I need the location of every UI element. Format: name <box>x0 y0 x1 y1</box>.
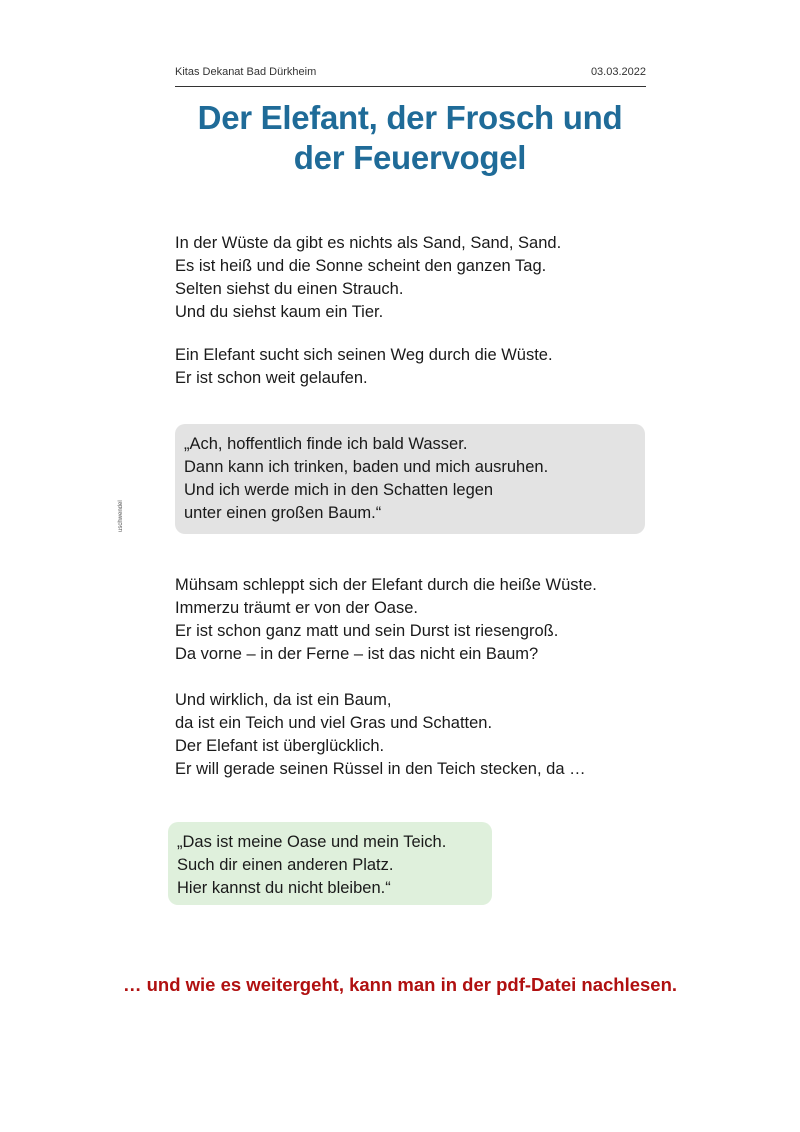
text-line: Der Elefant ist überglücklich. <box>175 737 385 755</box>
frog-quote-box <box>168 822 492 905</box>
text-line: Selten siehst du einen Strauch. <box>175 280 404 298</box>
quote-line: Dann kann ich trinken, baden und mich ausruhen. <box>184 458 549 476</box>
paragraph-desert <box>175 232 561 324</box>
text-line: Er ist schon ganz matt und sein Durst ist riesengroß. <box>175 622 559 640</box>
author-sidenote: uschwendel <box>118 500 124 532</box>
paragraph-elephant-thirst <box>175 574 597 666</box>
paragraph-oasis <box>175 689 586 781</box>
quote-line: „Ach, hoffentlich finde ich bald Wasser. <box>184 435 468 453</box>
elephant-quote-box <box>175 424 645 534</box>
header-organization: Kitas Dekanat Bad Dürkheim <box>175 66 317 78</box>
text-line: da ist ein Teich und viel Gras und Schatten. <box>175 714 493 732</box>
quote-line: „Das ist meine Oase und mein Teich. <box>177 833 447 851</box>
text-line: Er ist schon weit gelaufen. <box>175 369 368 387</box>
document-header <box>175 64 646 87</box>
text-line: In der Wüste da gibt es nichts als Sand, Sand, Sand. <box>175 234 562 252</box>
quote-line: Und ich werde mich in den Schatten legen <box>184 481 494 499</box>
text-line: Ein Elefant sucht sich seinen Weg durch die Wüste. <box>175 346 553 364</box>
title-line-1: Der Elefant, der Frosch und <box>197 99 623 136</box>
quote-line: Such dir einen anderen Platz. <box>177 856 394 874</box>
page-title <box>100 98 720 178</box>
continue-reading-note: … und wie es weitergeht, kann man in der pdf-Datei nachlesen. <box>122 974 678 995</box>
text-line: Er will gerade seinen Rüssel in den Teich stecken, da … <box>175 760 586 778</box>
text-line: Und wirklich, da ist ein Baum, <box>175 691 392 709</box>
text-line: Da vorne – in der Ferne – ist das nicht ein Baum? <box>175 645 539 663</box>
text-line: Es ist heiß und die Sonne scheint den ganzen Tag. <box>175 257 547 275</box>
title-line-2: der Feuervogel <box>293 139 527 176</box>
text-line: Und du siehst kaum ein Tier. <box>175 303 384 321</box>
quote-line: Hier kannst du nicht bleiben.“ <box>177 879 391 897</box>
text-line: Mühsam schleppt sich der Elefant durch die heiße Wüste. <box>175 576 597 594</box>
paragraph-elephant-walk <box>175 344 553 390</box>
header-date: 03.03.2022 <box>590 66 646 78</box>
text-line: Immerzu träumt er von der Oase. <box>175 599 418 617</box>
quote-line: unter einen großen Baum.“ <box>184 504 382 522</box>
